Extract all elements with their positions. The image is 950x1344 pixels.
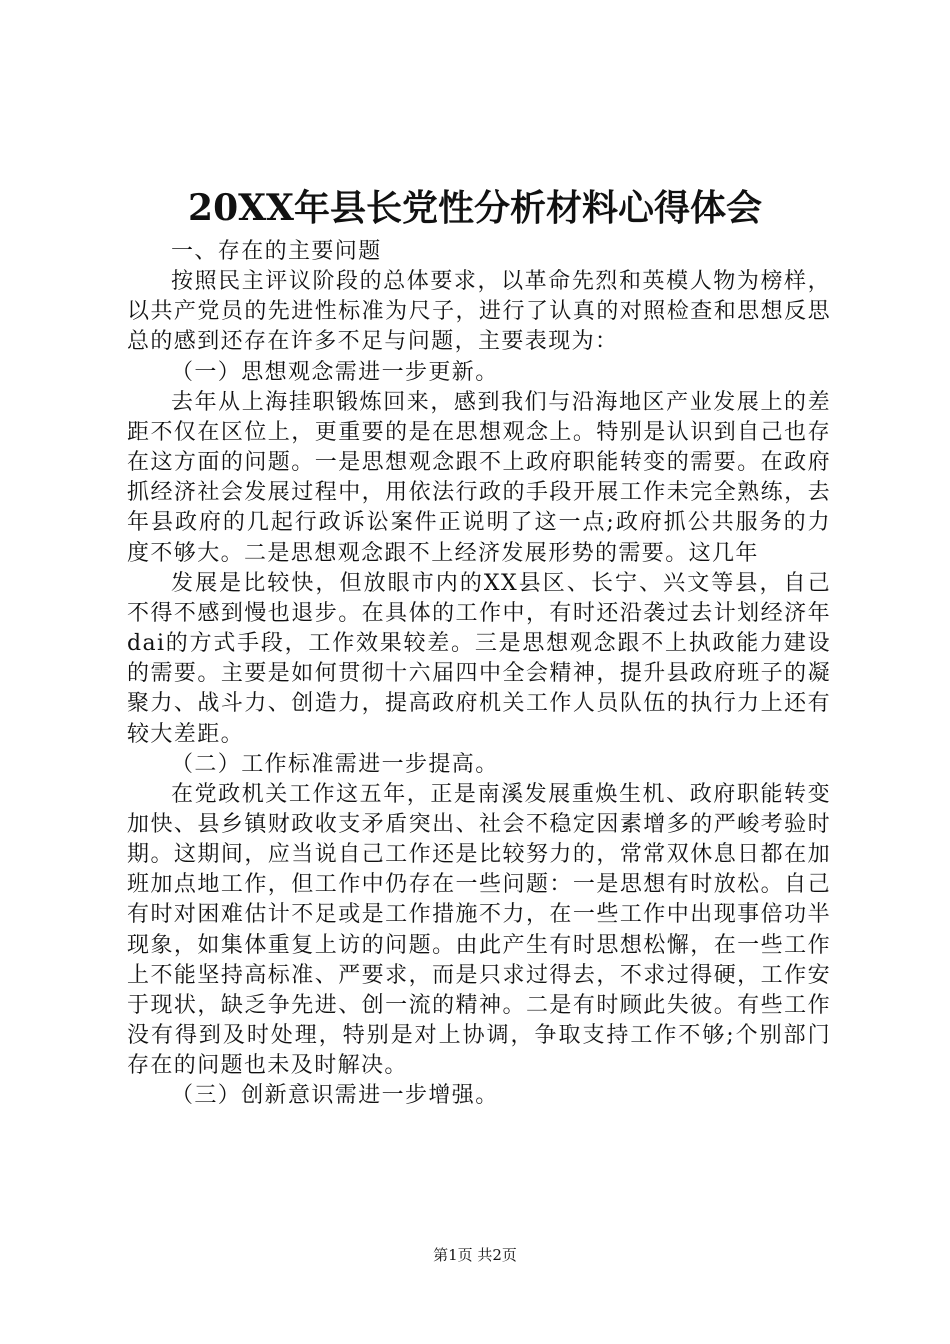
page-footer: 第1页 共2页 bbox=[433, 1246, 517, 1264]
subheading-work-standards: （二）工作标准需进一步提高。 bbox=[171, 751, 499, 777]
subheading-thinking: （一）思想观念需进一步更新。 bbox=[171, 359, 499, 385]
document-title: 20XX年县长党性分析材料心得体会 bbox=[188, 187, 762, 229]
paragraph-thinking-2: 发展是比较快，但放眼市内的XX县区、长宁、兴文等县，自己不得不感到慢也退步。在具体的工作中，有时还沿袭过去计划经济年dai的方式手段，工作效果较差。三是思想观念跟不上执政能力建设的需要。主要是如何贯彻十六届四中全会精神，提升县政府班子的凝聚力、战斗力、创造力，提高政府机关工作人员队伍的执行力上还有较大差距。 bbox=[127, 570, 831, 747]
document-body bbox=[127, 237, 831, 1112]
section-heading-problems: 一、存在的主要问题 bbox=[171, 239, 382, 264]
subheading-innovation: （三）创新意识需进一步增强。 bbox=[171, 1083, 499, 1109]
paragraph-work-standards: 在党政机关工作这五年，正是南溪发展重焕生机、政府职能转变加快、县乡镇财政收支矛盾突出、社会不稳定因素增多的严峻考验时期。这期间，应当说自己工作还是比较努力的，常常双休息日都在加班加点地工作，但工作中仍存在一些问题：一是思想有时放松。自己有时对困难估计不足或是工作措施不力，在一些工作中出现事倍功半现象，如集体重复上访的问题。由此产生有时思想松懈，在一些工作上不能坚持高标准、严要求，而是只求过得去，不求过得硬，工作安于现状，缺乏争先进、创一流的精神。二是有时顾此失彼。有些工作没有得到及时处理，特别是对上协调，争取支持工作不够;个别部门存在的问题也未及时解决。 bbox=[127, 781, 831, 1079]
paragraph-intro: 按照民主评议阶段的总体要求，以革命先烈和英模人物为榜样，以共产党员的先进性标准为尺子，进行了认真的对照检查和思想反思总的感到还存在许多不足与问题，主要表现为： bbox=[127, 269, 831, 355]
paragraph-thinking-1: 去年从上海挂职锻炼回来，感到我们与沿海地区产业发展上的差距不仅在区位上，更重要的是在思想观念上。特别是认识到自己也存在这方面的问题。一是思想观念跟不上政府职能转变的需要。在政府抓经济社会发展过程中，用依法行政的手段开展工作未完全熟练，去年县政府的几起行政诉讼案件正说明了这一点;政府抓公共服务的力度不够大。二是思想观念跟不上经济发展形势的需要。这几年 bbox=[127, 389, 831, 566]
